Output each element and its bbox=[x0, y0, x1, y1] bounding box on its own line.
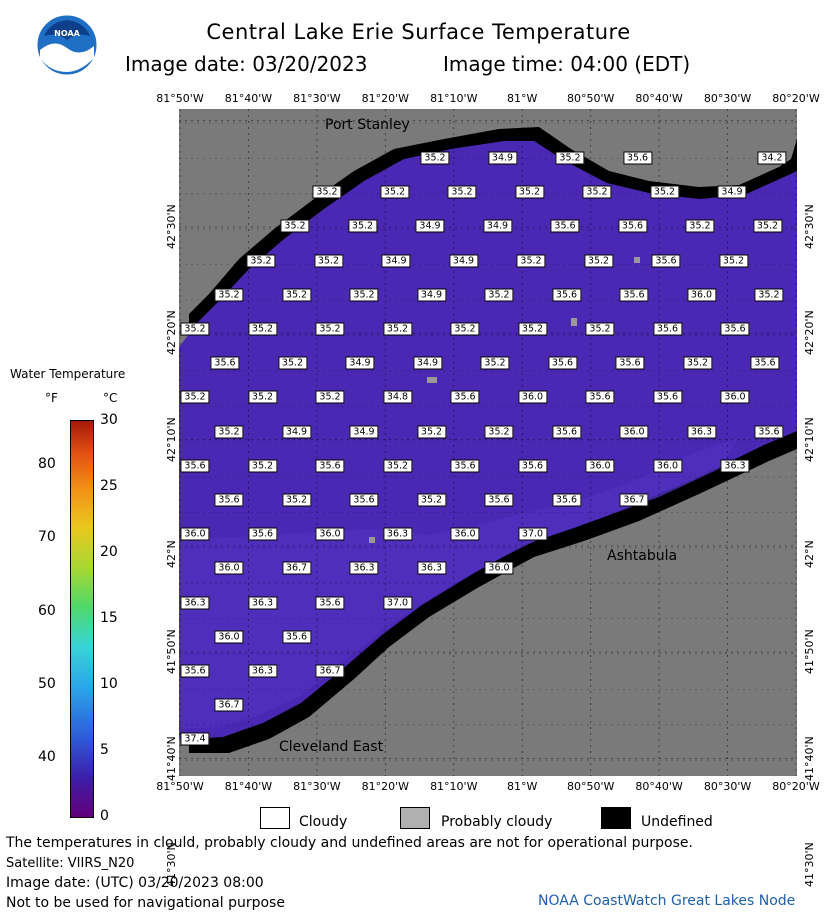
longitude-label: 80°50'W bbox=[566, 780, 615, 793]
temperature-value: 35.6 bbox=[450, 391, 479, 404]
utc-date-text: Image date: (UTC) 03/20/2023 08:00 bbox=[6, 875, 264, 891]
temperature-value: 35.2 bbox=[754, 288, 783, 301]
temperature-value: 35.2 bbox=[417, 494, 446, 507]
celsius-tick: 10 bbox=[100, 676, 118, 692]
temperature-value: 35.2 bbox=[484, 288, 513, 301]
temperature-value: 34.9 bbox=[449, 254, 478, 267]
temperature-value: 35.2 bbox=[315, 323, 344, 336]
temperature-value: 36.0 bbox=[585, 459, 614, 472]
temperature-value: 37.0 bbox=[518, 528, 547, 541]
temperature-value: 36.3 bbox=[248, 665, 277, 678]
temperature-value: 35.2 bbox=[246, 254, 275, 267]
temperature-value: 35.2 bbox=[585, 323, 614, 336]
latitude-label: 42°N bbox=[165, 540, 178, 568]
lake-erie-map[interactable] bbox=[179, 109, 797, 776]
longitude-label: 81°50'W bbox=[156, 780, 204, 793]
temperature-value: 36.7 bbox=[282, 562, 311, 575]
temperature-value: 35.2 bbox=[447, 186, 476, 199]
temperature-value: 35.2 bbox=[480, 357, 509, 370]
temperature-value: 34.9 bbox=[415, 220, 444, 233]
temperature-value: 35.6 bbox=[518, 459, 547, 472]
latitude-label: 41°30'N bbox=[803, 842, 816, 887]
probably-cloudy-swatch bbox=[400, 807, 430, 829]
temperature-value: 35.6 bbox=[619, 288, 648, 301]
temperature-value: 35.2 bbox=[484, 425, 513, 438]
cloudy-swatch bbox=[260, 807, 290, 829]
longitude-label: 81°10'W bbox=[430, 92, 478, 105]
longitude-label: 80°30'W bbox=[703, 780, 752, 793]
temperature-value: 34.9 bbox=[413, 357, 442, 370]
temperature-value: 35.6 bbox=[282, 630, 311, 643]
temperature-value: 36.0 bbox=[720, 391, 749, 404]
temperature-value: 35.6 bbox=[548, 357, 577, 370]
longitude-label: 81°30'W bbox=[293, 92, 341, 105]
place-ashtabula: Ashtabula bbox=[607, 548, 678, 564]
longitude-label: 80°40'W bbox=[635, 780, 683, 793]
longitude-label: 80°20'W bbox=[772, 780, 820, 793]
temperature-value: 36.0 bbox=[214, 630, 243, 643]
temperature-value: 36.0 bbox=[450, 528, 479, 541]
temperature-value: 35.2 bbox=[515, 186, 544, 199]
legend-title: Water Temperature bbox=[10, 367, 126, 381]
latitude-label: 42°30'N bbox=[165, 204, 178, 249]
temperature-value: 37.0 bbox=[383, 596, 412, 609]
temperature-value: 35.6 bbox=[550, 220, 579, 233]
temperature-value: 35.2 bbox=[584, 254, 613, 267]
temperature-value: 35.2 bbox=[214, 288, 243, 301]
latitude-label: 41°50'N bbox=[165, 629, 178, 675]
temperature-value: 35.6 bbox=[651, 254, 680, 267]
latitude-label: 42°10'N bbox=[803, 416, 816, 462]
cloud-speck bbox=[571, 318, 577, 326]
temperature-value: 35.6 bbox=[349, 494, 378, 507]
celsius-tick: 15 bbox=[100, 610, 118, 626]
longitude-label: 81°W bbox=[507, 92, 538, 105]
cloud-speck bbox=[427, 377, 437, 383]
temperature-value: 35.2 bbox=[685, 220, 714, 233]
temperature-value: 35.2 bbox=[417, 425, 446, 438]
unit-celsius: °C bbox=[103, 391, 118, 405]
temperature-value: 35.2 bbox=[180, 323, 209, 336]
longitude-label: 81°20'W bbox=[361, 780, 410, 793]
latitude-label: 42°N bbox=[803, 540, 816, 568]
temperature-value: 36.0 bbox=[687, 288, 716, 301]
temperature-value: 35.6 bbox=[750, 357, 779, 370]
temperature-value: 35.2 bbox=[349, 288, 378, 301]
temperature-value: 35.6 bbox=[615, 357, 644, 370]
temperature-value: 35.2 bbox=[383, 323, 412, 336]
fahrenheit-tick: 70 bbox=[38, 529, 56, 546]
image-time: Image time: 04:00 (EDT) bbox=[443, 52, 691, 76]
temperature-value: 36.7 bbox=[214, 699, 243, 712]
temperature-value: 35.6 bbox=[623, 152, 652, 165]
longitude-label: 81°40'W bbox=[224, 92, 273, 105]
temperature-value: 35.6 bbox=[618, 220, 647, 233]
temperature-value: 35.2 bbox=[650, 186, 679, 199]
latitude-label: 42°10'N bbox=[165, 416, 178, 462]
temperature-value: 35.2 bbox=[383, 459, 412, 472]
temperature-value: 35.2 bbox=[348, 220, 377, 233]
temperature-value: 36.0 bbox=[653, 459, 682, 472]
temperature-value: 35.6 bbox=[214, 494, 243, 507]
undefined-swatch bbox=[601, 807, 631, 829]
temperature-value: 35.2 bbox=[315, 391, 344, 404]
temperature-value: 35.6 bbox=[450, 459, 479, 472]
temperature-value: 34.9 bbox=[381, 254, 410, 267]
temperature-colorbar bbox=[70, 420, 94, 818]
temperature-value: 35.6 bbox=[653, 323, 682, 336]
temperature-value: 35.6 bbox=[552, 494, 581, 507]
longitude-label: 80°20'W bbox=[772, 92, 820, 105]
fahrenheit-tick: 40 bbox=[38, 749, 56, 766]
temperature-value: 34.9 bbox=[345, 357, 374, 370]
temperature-value: 35.2 bbox=[282, 288, 311, 301]
latitude-label: 41°50'N bbox=[803, 629, 816, 675]
temperature-value: 35.2 bbox=[180, 391, 209, 404]
longitude-label: 81°50'W bbox=[156, 92, 204, 105]
celsius-tick: 20 bbox=[100, 544, 118, 560]
satellite-text: Satellite: VIIRS_N20 bbox=[6, 856, 135, 871]
temperature-value: 35.6 bbox=[180, 459, 209, 472]
temperature-value: 35.2 bbox=[312, 186, 341, 199]
longitude-label: 80°40'W bbox=[635, 92, 683, 105]
temperature-value: 35.6 bbox=[653, 391, 682, 404]
longitude-label: 81°40'W bbox=[224, 780, 273, 793]
temperature-value: 37.4 bbox=[180, 733, 209, 746]
cloudy-label: Cloudy bbox=[299, 814, 348, 830]
temperature-value: 35.2 bbox=[380, 186, 409, 199]
temperature-value: 35.6 bbox=[720, 323, 749, 336]
temperature-value: 34.9 bbox=[488, 152, 517, 165]
temperature-value: 35.6 bbox=[210, 357, 239, 370]
temperature-value: 36.0 bbox=[315, 528, 344, 541]
navigation-warning: Not to be used for navigational purpose bbox=[6, 895, 285, 911]
temperature-value: 36.7 bbox=[315, 665, 344, 678]
temperature-value: 34.9 bbox=[349, 425, 378, 438]
undefined-label: Undefined bbox=[641, 814, 713, 830]
temperature-value: 36.0 bbox=[180, 528, 209, 541]
latitude-label: 41°40'N bbox=[165, 735, 178, 781]
temperature-value: 35.2 bbox=[516, 254, 545, 267]
temperature-value: 35.2 bbox=[248, 323, 277, 336]
temperature-value: 35.6 bbox=[180, 665, 209, 678]
celsius-tick: 25 bbox=[100, 478, 118, 494]
temperature-value: 36.7 bbox=[619, 494, 648, 507]
latitude-label: 42°20'N bbox=[165, 310, 178, 356]
temperature-value: 35.2 bbox=[518, 323, 547, 336]
longitude-label: 81°20'W bbox=[361, 92, 410, 105]
fahrenheit-tick: 60 bbox=[38, 602, 56, 619]
temperature-value: 35.6 bbox=[248, 528, 277, 541]
longitude-label: 81°10'W bbox=[430, 780, 478, 793]
temperature-value: 35.2 bbox=[314, 254, 343, 267]
temperature-value: 35.2 bbox=[450, 323, 479, 336]
map-title: Central Lake Erie Surface Temperature bbox=[206, 20, 631, 44]
temperature-value: 36.0 bbox=[619, 425, 648, 438]
place-cleveland-east: Cleveland East bbox=[279, 739, 384, 755]
disclaimer-text: The temperatures in clould, probably cloudy and undefined areas are not for operational purpose. bbox=[6, 835, 693, 851]
celsius-tick: 30 bbox=[100, 412, 118, 428]
temperature-value: 35.6 bbox=[585, 391, 614, 404]
credit-link[interactable]: NOAA CoastWatch Great Lakes Node bbox=[538, 893, 796, 909]
temperature-value: 35.6 bbox=[754, 425, 783, 438]
temperature-value: 35.2 bbox=[753, 220, 782, 233]
temperature-value: 36.0 bbox=[518, 391, 547, 404]
temperature-value: 36.3 bbox=[180, 596, 209, 609]
temperature-value: 34.9 bbox=[282, 425, 311, 438]
temperature-value: 35.2 bbox=[555, 152, 584, 165]
temperature-value: 35.2 bbox=[282, 494, 311, 507]
logo-text: NOAA bbox=[54, 29, 80, 38]
temperature-value: 36.3 bbox=[383, 528, 412, 541]
latitude-label: 42°20'N bbox=[803, 310, 816, 356]
temperature-value: 36.3 bbox=[720, 459, 749, 472]
temperature-value: 35.6 bbox=[315, 596, 344, 609]
probably-cloudy-label: Probably cloudy bbox=[441, 814, 553, 830]
temperature-value: 35.2 bbox=[278, 357, 307, 370]
longitude-label: 81°W bbox=[507, 780, 538, 793]
temperature-value: 35.2 bbox=[719, 254, 748, 267]
image-date: Image date: 03/20/2023 bbox=[125, 52, 368, 76]
longitude-label: 80°50'W bbox=[566, 92, 615, 105]
celsius-tick: 5 bbox=[100, 742, 109, 758]
place-port-stanley: Port Stanley bbox=[325, 117, 410, 133]
longitude-label: 80°30'W bbox=[703, 92, 752, 105]
celsius-tick: 0 bbox=[100, 808, 109, 824]
longitude-label: 81°30'W bbox=[293, 780, 341, 793]
temperature-value: 36.3 bbox=[248, 596, 277, 609]
temperature-value: 36.0 bbox=[484, 562, 513, 575]
temperature-value: 35.6 bbox=[315, 459, 344, 472]
fahrenheit-tick: 80 bbox=[38, 456, 56, 472]
temperature-value: 35.2 bbox=[248, 391, 277, 404]
temperature-value: 34.8 bbox=[383, 391, 412, 404]
temperature-value: 36.3 bbox=[687, 425, 716, 438]
temperature-value: 34.9 bbox=[717, 186, 746, 199]
temperature-value: 35.2 bbox=[582, 186, 611, 199]
temperature-value: 35.6 bbox=[484, 494, 513, 507]
temperature-value: 35.2 bbox=[214, 425, 243, 438]
temperature-value: 36.0 bbox=[214, 562, 243, 575]
fahrenheit-tick: 50 bbox=[38, 676, 56, 692]
temperature-value: 34.9 bbox=[417, 288, 446, 301]
temperature-value: 35.6 bbox=[552, 425, 581, 438]
latitude-label: 41°40'N bbox=[803, 735, 816, 781]
temperature-value: 36.3 bbox=[417, 562, 446, 575]
latitude-label: 41°30'N bbox=[165, 842, 178, 887]
temperature-value: 34.9 bbox=[483, 220, 512, 233]
temperature-value: 36.3 bbox=[349, 562, 378, 575]
temperature-value: 35.2 bbox=[248, 459, 277, 472]
temperature-value: 34.2 bbox=[757, 152, 786, 165]
cloud-speck bbox=[634, 257, 640, 263]
temperature-value: 35.2 bbox=[420, 152, 449, 165]
temperature-value: 35.2 bbox=[683, 357, 712, 370]
cloud-speck bbox=[369, 537, 375, 543]
temperature-value: 35.6 bbox=[552, 288, 581, 301]
latitude-label: 42°30'N bbox=[803, 204, 816, 249]
temperature-value: 35.2 bbox=[280, 220, 309, 233]
unit-fahrenheit: °F bbox=[45, 391, 58, 405]
